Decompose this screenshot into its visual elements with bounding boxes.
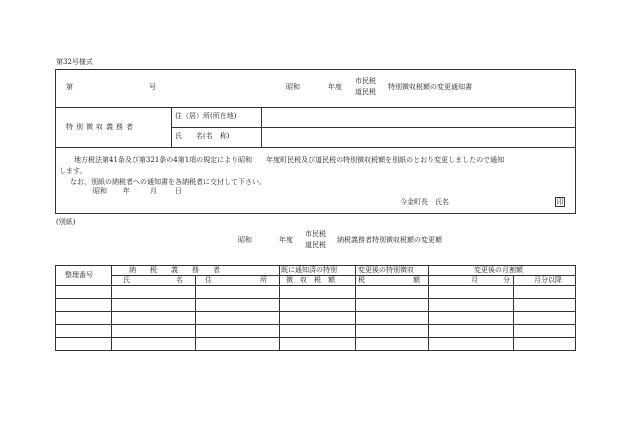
notice-text-line3: なお，別紙の納税者への通知書を各納税者に交付して下さい。 <box>70 178 266 186</box>
attachment-label: (別紙) <box>56 218 76 226</box>
table-col-line <box>513 275 514 351</box>
table-col-line <box>355 265 356 351</box>
notice-text-line2: します。 <box>59 167 87 175</box>
notice-date-era: 昭和 <box>93 187 107 195</box>
seal-stamp: 印 <box>556 198 564 206</box>
header-era: 昭和 <box>286 83 300 91</box>
notice-date-day: 日 <box>175 187 182 195</box>
number-suffix: 号 <box>149 83 156 91</box>
col-given-name: 名 <box>176 276 183 284</box>
col-changed-amount-2a: 税 <box>358 276 365 284</box>
col-notified-amount-1: 既に通知済の特別 <box>281 266 337 274</box>
table-row-line <box>55 337 576 338</box>
attachment-tax-city: 市民税 <box>305 230 326 238</box>
form-number: 第32号様式 <box>56 58 93 66</box>
header-divider <box>55 107 576 108</box>
col-portion: 分 <box>503 276 510 284</box>
notice-date-year: 年 <box>123 187 130 195</box>
header-tax-prefecture: 道民税 <box>355 88 376 96</box>
table-header-bottom <box>55 285 576 286</box>
form-title: 特別徴収税額の変更通知書 <box>388 83 472 91</box>
header-tax-city: 市民税 <box>355 77 376 85</box>
col-reference-number: 整理番号 <box>65 271 93 279</box>
number-prefix: 第 <box>66 83 73 91</box>
withholder-label-divider <box>171 107 172 147</box>
table-row-line <box>55 324 576 325</box>
issuer-name: 今金町長 氏名 <box>400 198 449 206</box>
attachment-tax-prefecture: 道民税 <box>305 241 326 249</box>
col-month-onward: 月分以降 <box>534 276 562 284</box>
table-col-line <box>111 265 112 351</box>
withholder-divider <box>55 147 576 148</box>
col-taxpayer: 納 税 義 務 者 <box>129 266 220 274</box>
attachment-title: 納税義務者特別徴収税額の変更額 <box>337 236 442 244</box>
address-label: 住（居）所(所在地) <box>175 112 237 120</box>
notice-date-month: 月 <box>150 187 157 195</box>
name-field[interactable] <box>263 129 574 146</box>
name-label: 氏 名(名 称) <box>175 132 230 140</box>
notice-text-line1: 地方税法第41条及び第321条の4第1項の規定により昭和 年度町民税及び道民税の特別徴収税額を別紙のとおり変更しましたので通知 <box>74 156 505 164</box>
table-col-line <box>195 275 196 351</box>
col-address-end: 所 <box>260 276 267 284</box>
table-row-line <box>55 298 576 299</box>
col-monthly-amount: 変更後の月割額 <box>474 266 523 274</box>
col-surname: 氏 <box>123 276 130 284</box>
attachment-era: 昭和 <box>238 236 252 244</box>
attachment-fiscal-year: 年度 <box>279 236 293 244</box>
address-field[interactable] <box>263 109 574 126</box>
table-col-line <box>428 265 429 351</box>
table-row-line <box>55 311 576 312</box>
table-col-line <box>279 265 280 351</box>
col-changed-amount-2b: 額 <box>413 276 420 284</box>
col-address-start: 住 <box>205 276 212 284</box>
col-changed-amount-1: 変更後の特別徴収 <box>358 266 414 274</box>
col-notified-amount-2: 徴 収 税 額 <box>286 276 335 284</box>
col-month: 月 <box>471 276 478 284</box>
withholder-label: 特別徴収義務者 <box>66 123 136 131</box>
header-fiscal-year: 年度 <box>328 83 342 91</box>
withholder-field-divider <box>261 107 262 147</box>
address-name-divider <box>171 127 576 128</box>
